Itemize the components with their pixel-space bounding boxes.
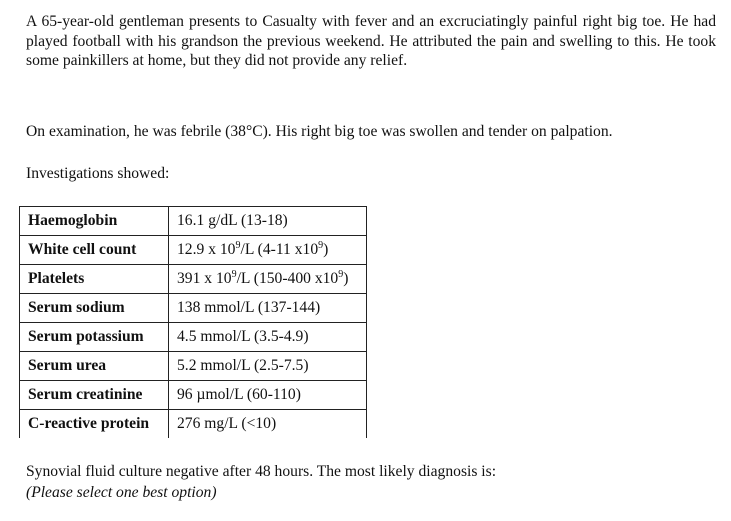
lab-name-serum-sodium: Serum sodium (20, 294, 169, 323)
lab-value-c-reactive-protein: 276 mg/L (<10) (169, 410, 367, 439)
clinical-stem-paragraph: A 65-year-old gentleman presents to Casualty with fever and an excruciatingly painful right big toe. He had played football with his grandson the previous weekend. He attributed the pain and swelling to this. He took some painkillers at home, but they did not provide any relief. (26, 13, 716, 69)
lab-value-serum-sodium: 138 mmol/L (137-144) (169, 294, 367, 323)
lab-results-table (19, 206, 367, 438)
value-part: /L (4-11 x10 (240, 241, 319, 258)
table-row (20, 294, 367, 323)
value-part: 12.9 x 10 (177, 241, 236, 258)
value-part: ) (323, 241, 329, 258)
lab-value-serum-potassium: 4.5 mmol/L (3.5-4.9) (169, 323, 367, 352)
lab-name-serum-creatinine: Serum creatinine (20, 381, 169, 410)
investigations-intro: Investigations showed: (26, 165, 170, 182)
lab-value-haemoglobin: 16.1 g/dL (13-18) (169, 207, 367, 236)
lab-name-c-reactive-protein: C-reactive protein (20, 410, 169, 439)
lab-name-haemoglobin: Haemoglobin (20, 207, 169, 236)
exponent: 9 (235, 240, 241, 251)
table-row (20, 207, 367, 236)
exponent: 9 (231, 269, 237, 280)
lab-name-platelets: Platelets (20, 265, 169, 294)
value-part: /L (150-400 x10 (236, 270, 339, 287)
culture-result-line: Synovial fluid culture negative after 48 hours. The most likely diagnosis is: (26, 463, 497, 480)
exponent: 9 (318, 240, 324, 251)
lab-value-platelets (169, 265, 367, 294)
table-row (20, 236, 367, 265)
examination-paragraph: On examination, he was febrile (38°C). His right big toe was swollen and tender on palpation. (26, 123, 613, 140)
lab-value-white-cell-count (169, 236, 367, 265)
value-part: 391 x 10 (177, 270, 232, 287)
lab-name-serum-urea: Serum urea (20, 352, 169, 381)
table-row (20, 381, 367, 410)
exponent: 9 (338, 269, 344, 280)
table-row (20, 352, 367, 381)
value-part: ) (343, 270, 349, 287)
lab-value-serum-creatinine: 96 µmol/L (60-110) (169, 381, 367, 410)
lab-name-serum-potassium: Serum potassium (20, 323, 169, 352)
lab-value-serum-urea: 5.2 mmol/L (2.5-7.5) (169, 352, 367, 381)
answer-instruction: (Please select one best option) (26, 484, 217, 501)
table-row (20, 265, 367, 294)
table-row (20, 323, 367, 352)
lab-name-white-cell-count: White cell count (20, 236, 169, 265)
table-row (20, 410, 367, 439)
